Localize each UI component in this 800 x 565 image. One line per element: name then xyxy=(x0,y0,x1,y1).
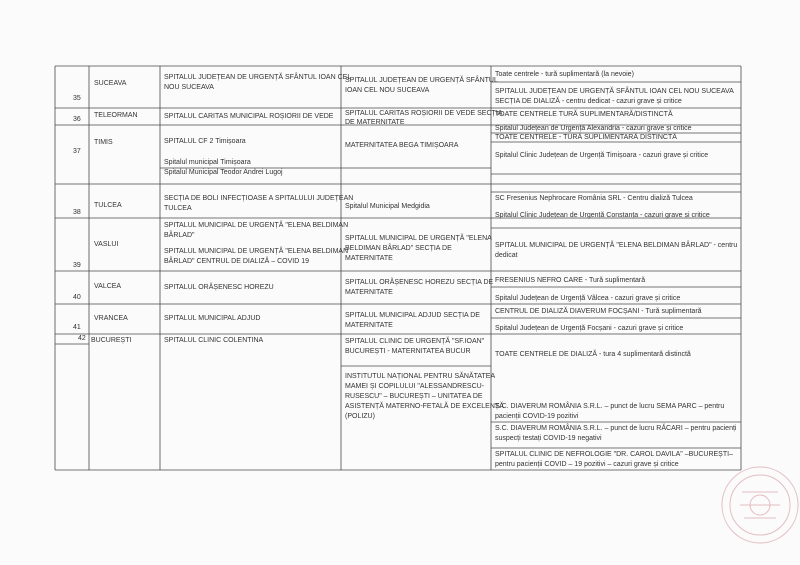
maternity-line: RUSESCU" – BUCUREȘTI – UNITATEA DE xyxy=(345,393,483,400)
hospital-line: TULCEA xyxy=(164,205,192,212)
dialysis-line: TOATE CENTRELE - TURĂ SUPLIMENTARĂ DISTINCTĂ xyxy=(495,134,677,141)
maternity-line: SPITALUL ORĂȘENESC HOREZU SECȚIA DE xyxy=(345,279,494,286)
dialysis-line: SPITALUL MUNICIPAL DE URGENȚĂ "ELENA BELDIMAN BÂRLAD" - centru xyxy=(495,242,738,249)
dialysis-line: dedicat xyxy=(495,252,518,259)
maternity-line: MATERNITATE xyxy=(345,255,393,262)
maternity-line: (POLIZU) xyxy=(345,413,375,420)
dialysis-line: pacienții COVID-19 pozitivi xyxy=(495,413,579,420)
dialysis-line: Spitalul Clinic Județean de Urgență Timișoara - cazuri grave și critice xyxy=(495,152,709,159)
maternity-line: SPITALUL CARITAS ROȘIORII DE VEDE SECȚIA xyxy=(345,110,503,117)
county-cell: TELEORMAN xyxy=(94,112,138,119)
maternity-line: Spitalul Municipal Medgidia xyxy=(345,203,430,210)
hospital-line: SPITALUL ORĂȘENESC HOREZU xyxy=(164,284,274,291)
row-number: 37 xyxy=(73,148,81,155)
dialysis-line: SPITALUL CLINIC DE NEFROLOGIE "DR. CAROL DAVILA" –BUCUREȘTI– xyxy=(495,451,733,458)
stamp xyxy=(690,450,800,560)
maternity-line: SPITALUL MUNICIPAL ADJUD SECȚIA DE xyxy=(345,312,480,319)
maternity-line: IOAN CEL NOU SUCEAVA xyxy=(345,87,430,94)
hospital-line: Spitalul Municipal Teodor Andrei Lugoj xyxy=(164,169,283,176)
row-number: 39 xyxy=(73,262,81,269)
maternity-line: SPITALUL CLINIC DE URGENȚĂ "SF.IOAN" xyxy=(345,338,485,345)
dialysis-line: TOATE CENTRELE TURĂ SUPLIMENTARĂ/DISTINCTĂ xyxy=(495,111,673,118)
hospital-line: NOU SUCEAVA xyxy=(164,84,214,91)
county-cell: VRANCEA xyxy=(94,315,128,322)
county-cell: VASLUI xyxy=(94,241,119,248)
county-cell: TIMIS xyxy=(94,139,113,146)
maternity-line: MATERNITATE xyxy=(345,322,393,329)
maternity-line: INSTITUTUL NAȚIONAL PENTRU SĂNĂTATEA xyxy=(345,373,496,380)
dialysis-line: Spitalul Județean de Urgență Alexandria - cazuri grave și critice xyxy=(495,125,692,132)
dialysis-line: CENTRUL DE DIALIZĂ DIAVERUM FOCȘANI - Tură suplimentară xyxy=(495,308,702,315)
county-cell: SUCEAVA xyxy=(94,80,127,87)
dialysis-line: pentru pacienții COVID – 19 pozitivi – cazuri grave și critice xyxy=(495,461,679,468)
dialysis-line: SPITALUL JUDEȚEAN DE URGENȚĂ SFÂNTUL IOAN CEL NOU SUCEAVA xyxy=(495,88,734,95)
maternity-line: ASISTENȚĂ MATERNO-FETALĂ DE EXCELENȚĂ xyxy=(345,403,504,410)
hospital-line: SPITALUL JUDEȚEAN DE URGENȚĂ SFÂNTUL IOAN CEL xyxy=(164,74,352,81)
dialysis-line: S.C. DIAVERUM ROMÂNIA S.R.L. – punct de lucru RĂCARI – pentru pacienți xyxy=(495,425,737,432)
hospital-line: SPITALUL MUNICIPAL DE URGENȚĂ "ELENA BELDIMAN xyxy=(164,248,349,255)
hospital-line: SPITALUL MUNICIPAL ADJUD xyxy=(164,315,261,322)
dialysis-line: Spitalul Județean de Urgență Vâlcea - cazuri grave și critice xyxy=(495,295,681,302)
hospital-line: SECȚIA DE BOLI INFECȚIOASE A SPITALULUI JUDEȚEAN xyxy=(164,195,354,202)
maternity-line: SPITALUL JUDEȚEAN DE URGENȚĂ SFÂNTUL xyxy=(345,77,498,84)
county-cell: TULCEA xyxy=(94,202,122,209)
hospital-line: SPITALUL MUNICIPAL DE URGENȚĂ "ELENA BELDIMAN xyxy=(164,222,349,229)
county-cell: VALCEA xyxy=(94,283,122,290)
row-number: 41 xyxy=(73,324,81,331)
dialysis-line: SC Fresenius Nephrocare România SRL - Centru dializă Tulcea xyxy=(495,195,693,202)
row-number: 36 xyxy=(73,116,81,123)
county-cell: BUCUREȘTI xyxy=(91,337,132,344)
dialysis-line: SECȚIA DE DIALIZĂ - centru dedicat - cazuri grave și critice xyxy=(495,98,682,105)
maternity-line: DE MATERNITATE xyxy=(345,119,405,126)
row-number: 42 xyxy=(78,335,86,342)
dialysis-line: suspecți testați COVID-19 negativi xyxy=(495,435,602,442)
hospital-line: SPITALUL CLINIC COLENTINA xyxy=(164,337,264,344)
dialysis-line: FRESENIUS NEFRO CARE - Tură suplimentară xyxy=(495,277,646,284)
maternity-line: BUCUREȘTI - MATERNITATEA BUCUR xyxy=(345,348,471,355)
maternity-line: SPITALUL MUNICIPAL DE URGENȚĂ "ELENA xyxy=(345,235,492,242)
maternity-line: MAMEI ȘI COPILULUI "ALESSANDRESCU- xyxy=(345,383,485,390)
maternity-line: BELDIMAN BÂRLAD" SECȚIA DE xyxy=(345,245,452,252)
dialysis-line: Spitalul Clinic Județean de Urgență Constanța - cazuri grave și critice xyxy=(495,212,710,219)
row-number: 38 xyxy=(73,209,81,216)
dialysis-line: Spitalul Județean de Urgență Focșani - cazuri grave și critice xyxy=(495,325,684,332)
maternity-line: MATERNITATEA BEGA TIMIȘOARA xyxy=(345,142,459,149)
dialysis-line: Toate centrele - tură suplimentară (la nevoie) xyxy=(495,71,634,78)
hospital-line: SPITALUL CARITAS MUNICIPAL ROȘIORII DE VEDE xyxy=(164,113,334,120)
dialysis-line: TOATE CENTRELE DE DIALIZĂ - tura 4 suplimentară distinctă xyxy=(495,351,691,358)
hospital-line: BÂRLAD" xyxy=(164,232,195,239)
hospital-line: BÂRLAD" CENTRUL DE DIALIZĂ – COVID 19 xyxy=(164,258,309,265)
row-number: 35 xyxy=(73,95,81,102)
maternity-line: MATERNITATE xyxy=(345,289,393,296)
hospital-line: SPITALUL CF 2 Timișoara xyxy=(164,138,246,145)
row-number: 40 xyxy=(73,294,81,301)
dialysis-line: S.C. DIAVERUM ROMÂNIA S.R.L. – punct de lucru SEMA PARC – pentru xyxy=(495,403,725,410)
hospital-line: Spitalul municipal Timișoara xyxy=(164,159,251,166)
